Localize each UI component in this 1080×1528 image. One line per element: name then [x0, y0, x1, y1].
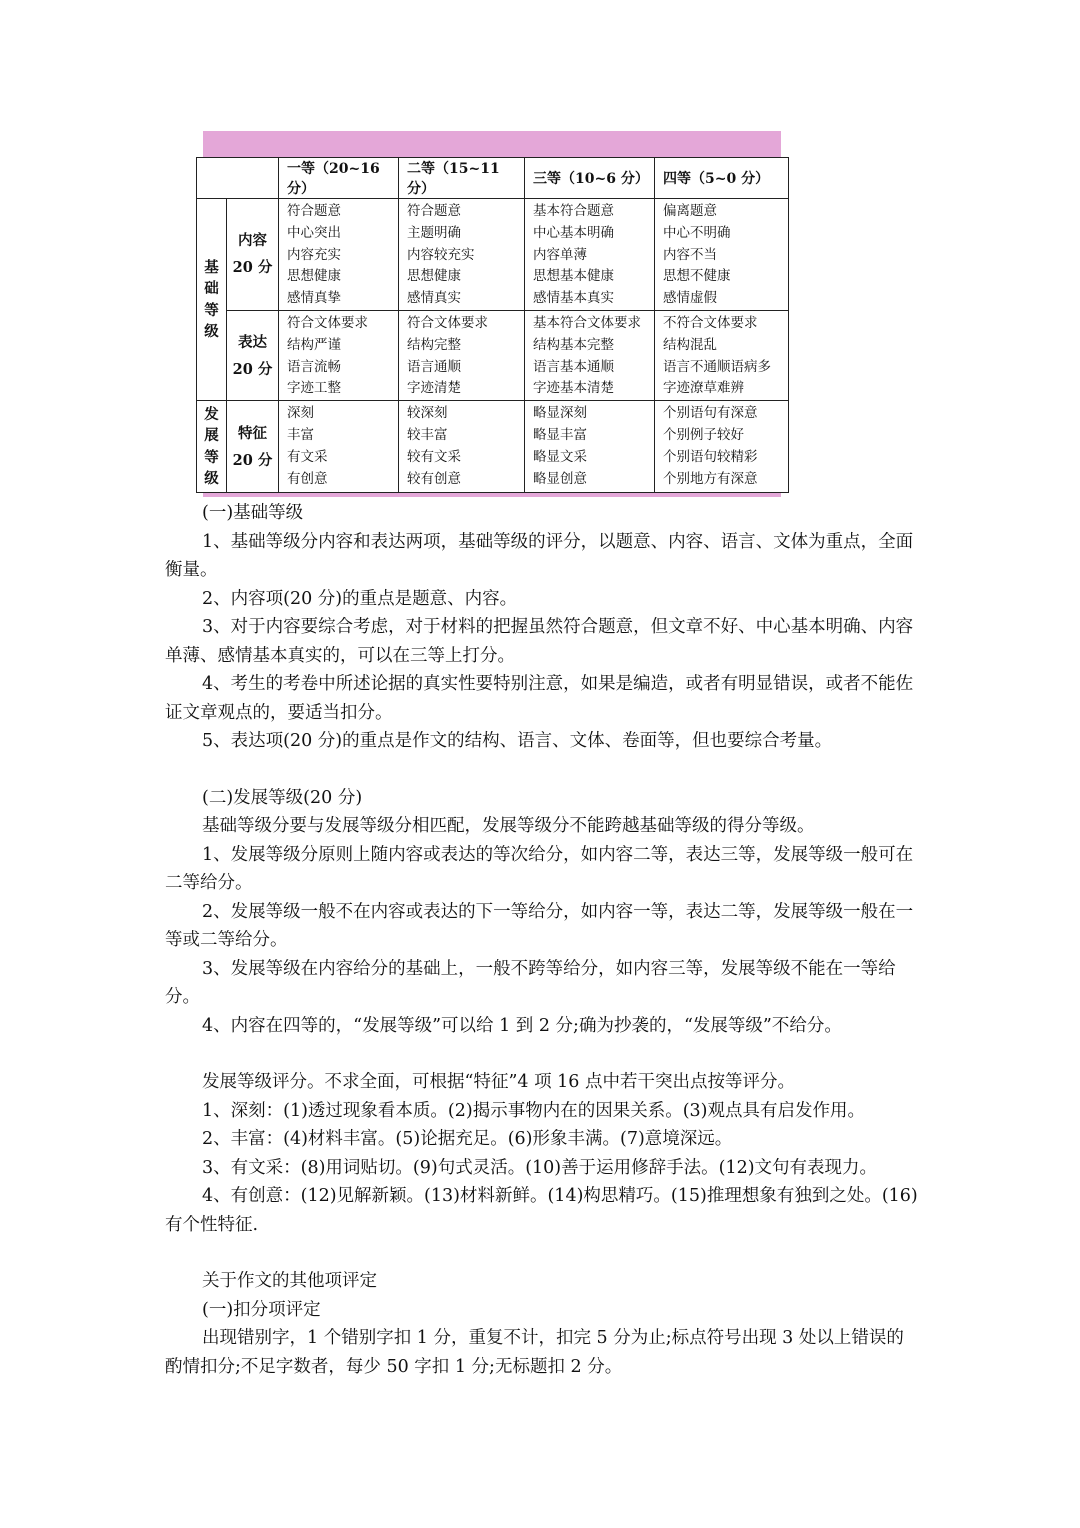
grading-table	[196, 157, 789, 493]
paragraph: 2、内容项(20 分)的重点是题意、内容。	[202, 588, 518, 609]
paragraph: 3、对于内容要综合考虑，对于材料的把握虽然符合题意，但文章不好、中心基本明确、内容单薄、感情基本真实的，可以在三等上打分。	[165, 617, 914, 666]
table-cell: 较深刻 较丰富 较有文采 较有创意	[399, 401, 525, 493]
header-grade-1: 一等（20~16 分）	[279, 158, 399, 199]
paragraph: 4、有创意：(12)见解新颖。(13)材料新鲜。(14)构思精巧。(15)推理想象有独到之处。(16)有个性特征.	[165, 1186, 918, 1235]
group-label-basic: 基 础 等 级	[197, 199, 227, 401]
category-feature: 特征 20 分	[227, 401, 279, 493]
paragraph: 发展等级评分。不求全面，可根据“特征”4 项 16 点中若干突出点按等评分。	[202, 1072, 795, 1092]
table-cell: 符合题意 主题明确 内容较充实 思想健康 感情真实	[399, 199, 525, 311]
table-row	[197, 199, 789, 311]
paragraph: 1、发展等级分原则上随内容或表达的等次给分，如内容二等，表达三等，发展等级一般可在二等给分。	[165, 844, 914, 893]
category-content: 内容 20 分	[227, 199, 279, 311]
table-cell: 符合文体要求 结构严谨 语言流畅 字迹工整	[279, 310, 399, 400]
paragraph: 1、基础等级分内容和表达两项，基础等级的评分，以题意、内容、语言、文体为重点，全面衡量。	[165, 531, 914, 580]
blank-line	[165, 1040, 920, 1068]
paragraph: 2、丰富：(4)材料丰富。(5)论据充足。(6)形象丰满。(7)意境深远。	[202, 1129, 733, 1149]
section-heading-development: (二)发展等级(20 分)	[202, 787, 363, 808]
category-expression: 表达 20 分	[227, 310, 279, 400]
header-blank	[197, 158, 279, 199]
paragraph: 基础等级分要与发展等级分相匹配，发展等级分不能跨越基础等级的得分等级。	[202, 816, 815, 836]
paragraph: 4、内容在四等的，“发展等级”可以给 1 到 2 分;确为抄袭的，“发展等级”不给分。	[202, 1015, 842, 1036]
table-header-row	[197, 158, 789, 199]
document-body	[165, 499, 920, 1381]
paragraph: 5、表达项(20 分)的重点是作文的结构、语言、文体、卷面等，但也要综合考量。	[202, 731, 833, 751]
group-label-development: 发 展 等 级	[197, 401, 227, 493]
table-row	[197, 401, 789, 493]
paragraph: 出现错别字，1 个错别字扣 1 分，重复不计，扣完 5 分为止;标点符号出现 3 处以上错误的酌情扣分;不足字数者，每少 50 字扣 1 分;无标题扣 2 分。	[165, 1328, 904, 1377]
header-grade-2: 二等（15~11 分）	[399, 158, 525, 199]
table-cell: 基本符合题意 中心基本明确 内容单薄 思想基本健康 感情基本真实	[525, 199, 655, 311]
paragraph: 2、发展等级一般不在内容或表达的下一等给分，如内容一等，表达二等，发展等级一般在一等或二等给分。	[165, 901, 914, 950]
table-cell: 略显深刻 略显丰富 略显文采 略显创意	[525, 401, 655, 493]
table-cell: 符合文体要求 结构完整 语言通顺 字迹清楚	[399, 310, 525, 400]
section-heading-other: 关于作文的其他项评定	[202, 1271, 377, 1291]
table-cell: 不符合文体要求 结构混乱 语言不通顺语病多 字迹潦草难辨	[655, 310, 789, 400]
paragraph: 1、深刻：(1)透过现象看本质。(2)揭示事物内在的因果关系。(3)观点具有启发作用。	[202, 1100, 865, 1121]
section-heading-deduction: (一)扣分项评定	[202, 1299, 321, 1320]
header-grade-4: 四等（5~0 分）	[655, 158, 789, 199]
section-heading-basic: (一)基础等级	[202, 503, 304, 523]
table-cell: 符合题意 中心突出 内容充实 思想健康 感情真挚	[279, 199, 399, 311]
paragraph: 4、考生的考卷中所述论据的真实性要特别注意，如果是编造，或者有明显错误，或者不能佐证文章观点的，要适当扣分。	[165, 674, 914, 723]
table-cell: 个别语句有深意 个别例子较好 个别语句较精彩 个别地方有深意	[655, 401, 789, 493]
blank-line	[165, 756, 920, 784]
table-cell: 偏离题意 中心不明确 内容不当 思想不健康 感情虚假	[655, 199, 789, 311]
table-row	[197, 310, 789, 400]
header-grade-3: 三等（10~6 分）	[525, 158, 655, 199]
table-cell: 深刻 丰富 有文采 有创意	[279, 401, 399, 493]
paragraph: 3、发展等级在内容给分的基础上，一般不跨等给分，如内容三等，发展等级不能在一等给分。	[165, 958, 896, 1007]
paragraph: 3、有文采：(8)用词贴切。(9)句式灵活。(10)善于运用修辞手法。(12)文句有表现力。	[202, 1157, 878, 1178]
table-cell: 基本符合文体要求 结构基本完整 语言基本通顺 字迹基本清楚	[525, 310, 655, 400]
blank-line	[165, 1239, 920, 1267]
